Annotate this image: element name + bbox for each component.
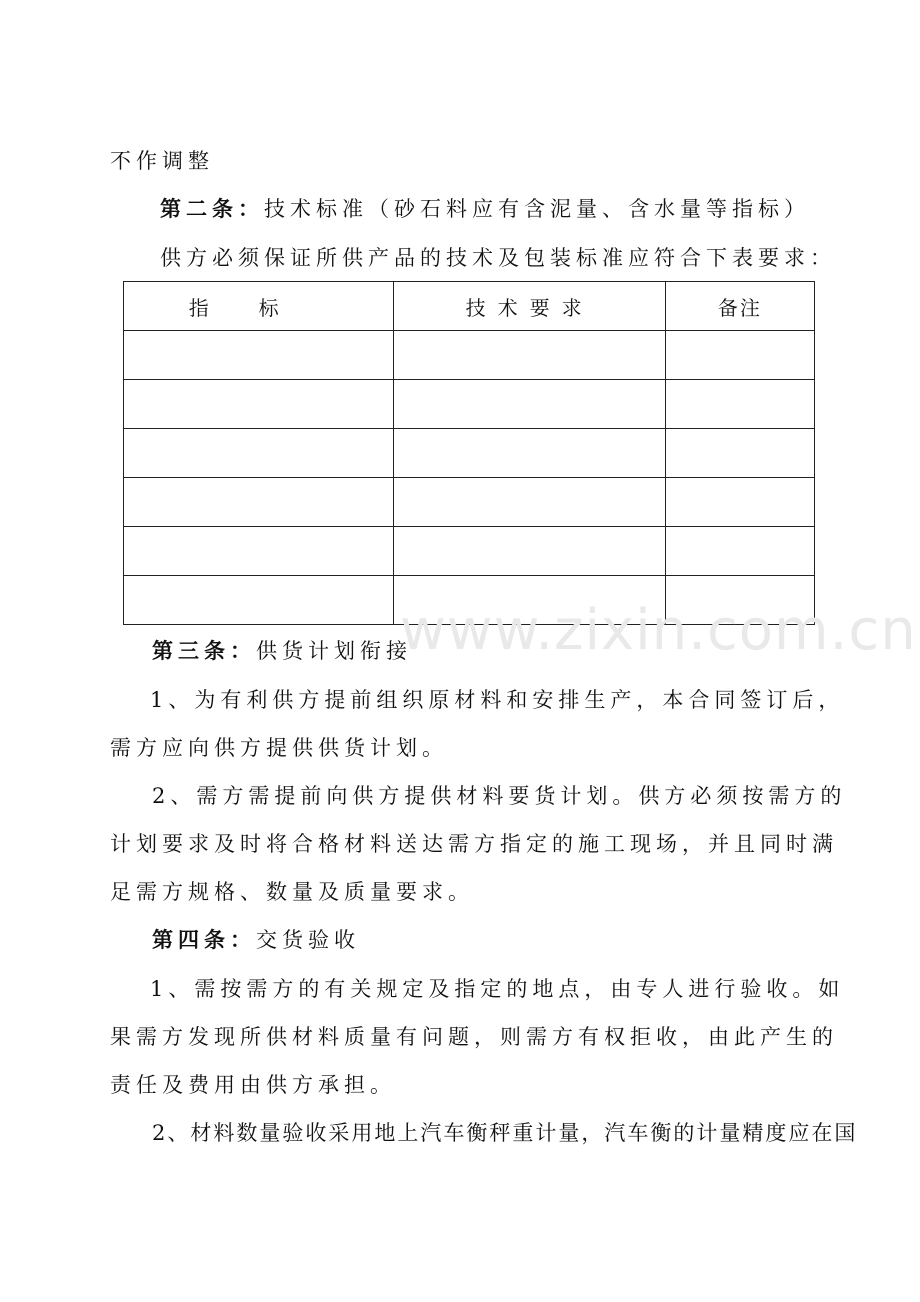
table-cell bbox=[665, 429, 814, 478]
header-remark: 备注 bbox=[665, 282, 814, 331]
article-2-label: 第二条： bbox=[160, 197, 264, 221]
table-intro: 供方必须保证所供产品的技术及包装标准应符合下表要求： bbox=[160, 246, 836, 270]
table-row bbox=[124, 527, 815, 576]
paragraph-line: 责任及费用由供方承担。 bbox=[110, 1073, 396, 1097]
article-2-title: 技术标准（砂石料应有含泥量、含水量等指标） bbox=[264, 197, 810, 221]
table-cell bbox=[394, 478, 665, 527]
table-cell bbox=[665, 527, 814, 576]
header-indicator: 指标 bbox=[124, 282, 394, 331]
article-4-label: 第四条： bbox=[152, 928, 256, 952]
table-row bbox=[124, 429, 815, 478]
table-cell bbox=[124, 429, 394, 478]
table-cell bbox=[665, 380, 814, 429]
table-cell bbox=[124, 478, 394, 527]
table-cell bbox=[124, 527, 394, 576]
paragraph-line: 需方应向供方提供供货计划。 bbox=[110, 736, 448, 760]
table-cell bbox=[124, 576, 394, 625]
article-3-title: 供货计划衔接 bbox=[256, 639, 412, 663]
table-row bbox=[124, 380, 815, 429]
table-row bbox=[124, 331, 815, 380]
table-row bbox=[124, 478, 815, 527]
spec-table bbox=[123, 281, 815, 625]
paragraph-continuation: 不作调整 bbox=[110, 149, 214, 173]
table-cell bbox=[665, 331, 814, 380]
table-cell bbox=[665, 478, 814, 527]
article-2-heading bbox=[160, 194, 810, 224]
table-header-row bbox=[124, 282, 815, 331]
table-cell bbox=[124, 331, 394, 380]
paragraph-line: 1、为有利供方提前组织原材料和安排生产，本合同签订后， bbox=[150, 688, 845, 712]
table-cell bbox=[394, 331, 665, 380]
header-tech-requirement: 技术要求 bbox=[394, 282, 665, 331]
article-4-heading bbox=[152, 925, 360, 955]
table-cell bbox=[394, 429, 665, 478]
article-3-heading bbox=[152, 636, 412, 666]
table-cell bbox=[394, 380, 665, 429]
paragraph-line: 2、需方需提前向供方提供材料要货计划。供方必须按需方的 bbox=[152, 784, 847, 808]
article-3-label: 第三条： bbox=[152, 639, 256, 663]
watermark: www.zixin.com.cn bbox=[400, 598, 917, 663]
paragraph-line: 足需方规格、数量及质量要求。 bbox=[110, 880, 474, 904]
paragraph-line: 果需方发现所供材料质量有问题，则需方有权拒收，由此产生的 bbox=[110, 1025, 838, 1049]
paragraph-line: 计划要求及时将合格材料送达需方指定的施工现场，并且同时满 bbox=[110, 832, 838, 856]
paragraph-line: 2、材料数量验收采用地上汽车衡秤重计量，汽车衡的计量精度应在国 bbox=[152, 1121, 858, 1145]
article-4-title: 交货验收 bbox=[256, 928, 360, 952]
table-cell bbox=[394, 527, 665, 576]
table-cell bbox=[124, 380, 394, 429]
paragraph-line: 1、需按需方的有关规定及指定的地点，由专人进行验收。如 bbox=[150, 977, 845, 1001]
